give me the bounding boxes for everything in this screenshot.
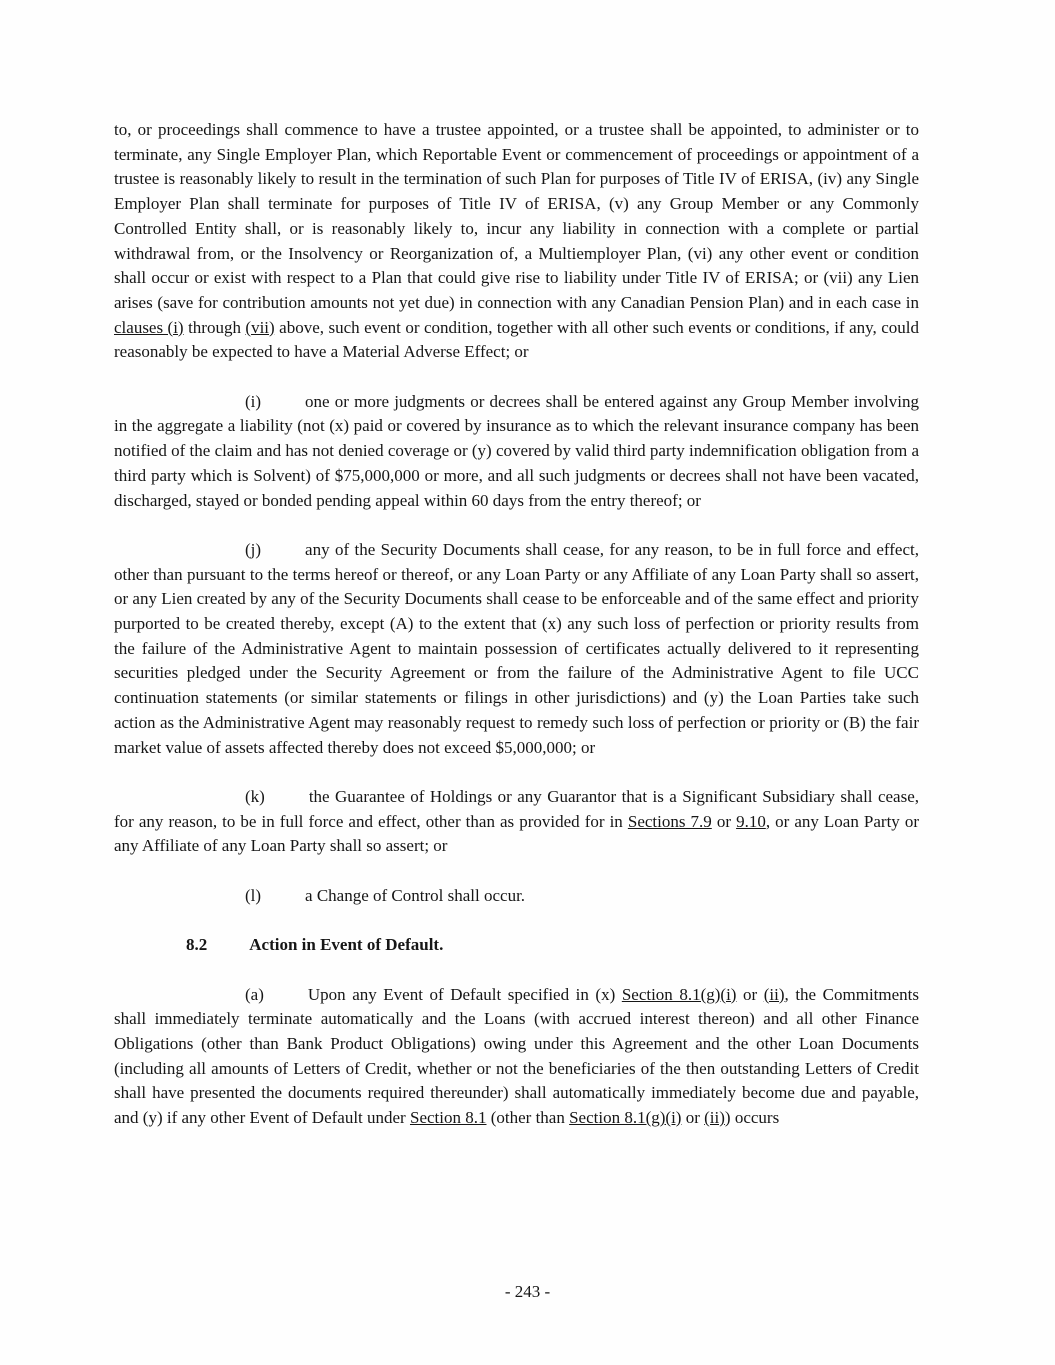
page-number: - 243 - [504,1282,551,1301]
section-heading-8-2 [114,933,919,958]
text-run: any of the Security Documents shall cease, for any reason, to be in full force and effect, other than pursuant to the terms hereof or thereof, or any Loan Party or any Affiliate of any Loan Party shall so assert, or any Lien created by any of the Security Documents shall cease to be enforceable and of the same effect and priority purported to be created thereby, except (A) to the extent that (x) any such loss of perfection or priority results from the failure of the Administrative Agent to maintain possession of certificates actually delivered to it representing securities pledged under the Security Agreement or from the failure of the Administrative Agent to file UCC continuation statements (or similar statements or filings in other jurisdictions) and (y) the Loan Parties take such action as the Administrative Agent may reasonably request to remedy such loss of perfection or priority or (B) the fair market value of assets affected thereby does not exceed $5,000,000; or [114,539,919,757]
text-run: (other than [486,1108,570,1128]
section-reference: (vii) [245,317,275,337]
tab-spacer [265,801,309,802]
text-run: through [183,317,246,337]
text-run: Upon any Event of Default specified in (x) [307,984,622,1004]
text-run: above, such event or condition, together with all other such events or conditions, if any, could reasonably be expected to have a Material Adverse Effect; or [114,317,920,362]
section-reference: 9.10 [736,811,766,831]
paragraph-clause-i [114,390,919,514]
section-reference: (ii) [704,1108,725,1128]
text-run: a Change of Control shall occur. [305,885,526,905]
paragraph-clause-j [114,538,919,760]
document-body [114,118,919,1155]
text-run: to, or proceedings shall commence to have a trustee appointed, or a trustee shall be appointed, to administer or to terminate, any Single Employer Plan, which Reportable Event or commencement of proceedings or appointment of a trustee is reasonably likely to result in the termination of such Plan for purposes of Title IV of ERISA, (iv) any Single Employer Plan shall terminate for purposes of Title IV of ERISA, (v) any Group Member or any Commonly Controlled Entity shall, or is reasonably likely to, incur any liability in connection with a complete or partial withdrawal from, or the Insolvency or Reorganization of, a Multiemployer Plan, (vi) any other event or condition shall occur or exist with respect to a Plan that could give rise to liability under Title IV of ERISA; or (vii) any Lien arises (save for contribution amounts not yet due) in connection with any Canadian Pension Plan) and in each case in [114,120,919,312]
clause-label: (k) [245,786,265,806]
tab-spacer [207,949,249,950]
text-run: , the Commitments shall immediately terminate automatically and the Loans (with accrued interest thereon) and all other Finance Obligations (other than Bank Product Obligations) owing under this Agreement and the other Loan Documents (including all amounts of Letters of Credit, whether or not the beneficiaries of the then outstanding Letters of Credit shall have presented the documents required thereunder) shall automatically immediately become due and payable, and (y) if any other Event of Default under [114,984,919,1128]
tab-spacer [264,999,308,1000]
section-reference: Section 8.1(g)(i) [621,984,737,1004]
text-run: the Guarantee of Holdings or any Guarantor that is a Significant Subsidiary shall cease, for any reason, to be in full force and effect, other than as provided for in [114,786,919,831]
clause-label: (l) [245,885,262,905]
heading-text: Action in Event of Default. [249,935,444,955]
text-run: ) occurs [724,1108,780,1128]
clause-label: (i) [245,391,262,411]
paragraph-clause-h-continuation [114,118,919,365]
section-reference: (ii) [763,984,785,1004]
tab-spacer [261,900,305,901]
text-run: , or any Loan Party or any Affiliate of any Loan Party shall so assert; or [114,811,920,856]
clause-label: (j) [245,539,262,559]
text-run: or [736,984,764,1004]
text-run: or [711,811,737,831]
tab-spacer [261,406,305,407]
section-reference: Section 8.1 [409,1108,487,1128]
section-reference: Sections 7.9 [627,811,712,831]
text-run: or [681,1108,705,1128]
tab-spacer [261,554,305,555]
section-reference: Section 8.1(g)(i) [569,1108,682,1128]
heading-number: 8.2 [186,935,208,955]
text-run: one or more judgments or decrees shall be entered against any Group Member involving in the aggregate a liability (not (x) paid or covered by insurance as to which the relevant insurance company has been notified of the claim and has not denied coverage or (y) covered by valid third party indemnification obligation from a third party which is Solvent) of $75,000,000 or more, and all such judgments or decrees shall not have been vacated, discharged, stayed or bonded pending appeal within 60 days from the entry thereof; or [114,391,919,510]
section-reference: clauses (i) [114,317,184,337]
paragraph-clause-l [114,884,919,909]
paragraph-clause-k [114,785,919,859]
paragraph-clause-a [114,983,919,1131]
clause-label: (a) [245,984,264,1004]
